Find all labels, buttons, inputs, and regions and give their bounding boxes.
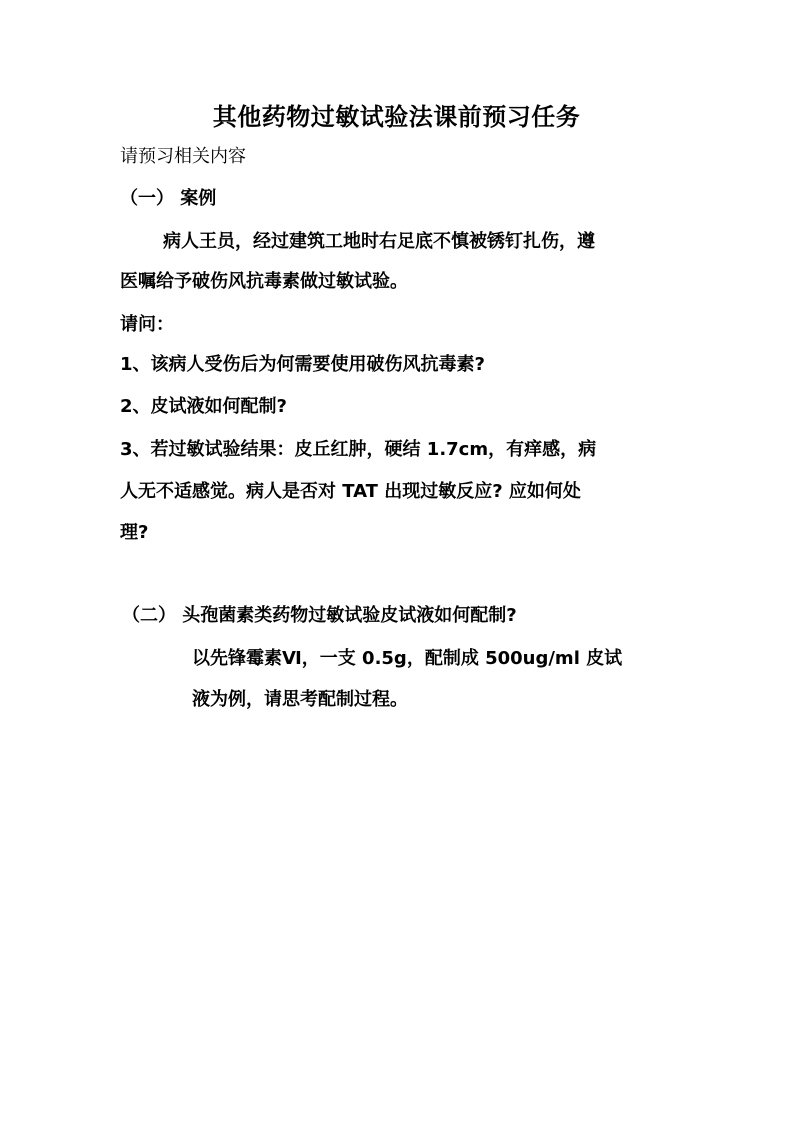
- section2-text-line2: 液为例，请思考配制过程。: [192, 689, 408, 710]
- question-3-line1: 3、若过敏试验结果：皮丘红肿，硬结 1.7cm，有痒感，病: [120, 439, 597, 460]
- section1-heading: （一） 案例: [120, 188, 217, 209]
- question-prompt: 请问：: [120, 314, 174, 335]
- question-2: 2、皮试液如何配制?: [120, 396, 287, 417]
- question-3-line3: 理?: [120, 522, 149, 543]
- case-text-line2: 医嘱给予破伤风抗毒素做过敏试验。: [120, 271, 408, 292]
- section2-text-line1: 以先锋霉素Ⅵ，一支 0.5g，配制成 500ug/ml 皮试: [192, 648, 623, 669]
- section2-heading: （二） 头孢菌素类药物过敏试验皮试液如何配制?: [122, 605, 517, 626]
- document-title: 其他药物过敏试验法课前预习任务: [212, 103, 581, 131]
- question-1: 1、该病人受伤后为何需要使用破伤风抗毒素?: [120, 354, 485, 375]
- intro-text: 请预习相关内容: [120, 146, 246, 167]
- question-3-line2: 人无不适感觉。病人是否对 TAT 出现过敏反应? 应如何处: [120, 481, 581, 502]
- case-text-line1: 病人王员，经过建筑工地时右足底不慎被锈钉扎伤，遵: [163, 231, 595, 252]
